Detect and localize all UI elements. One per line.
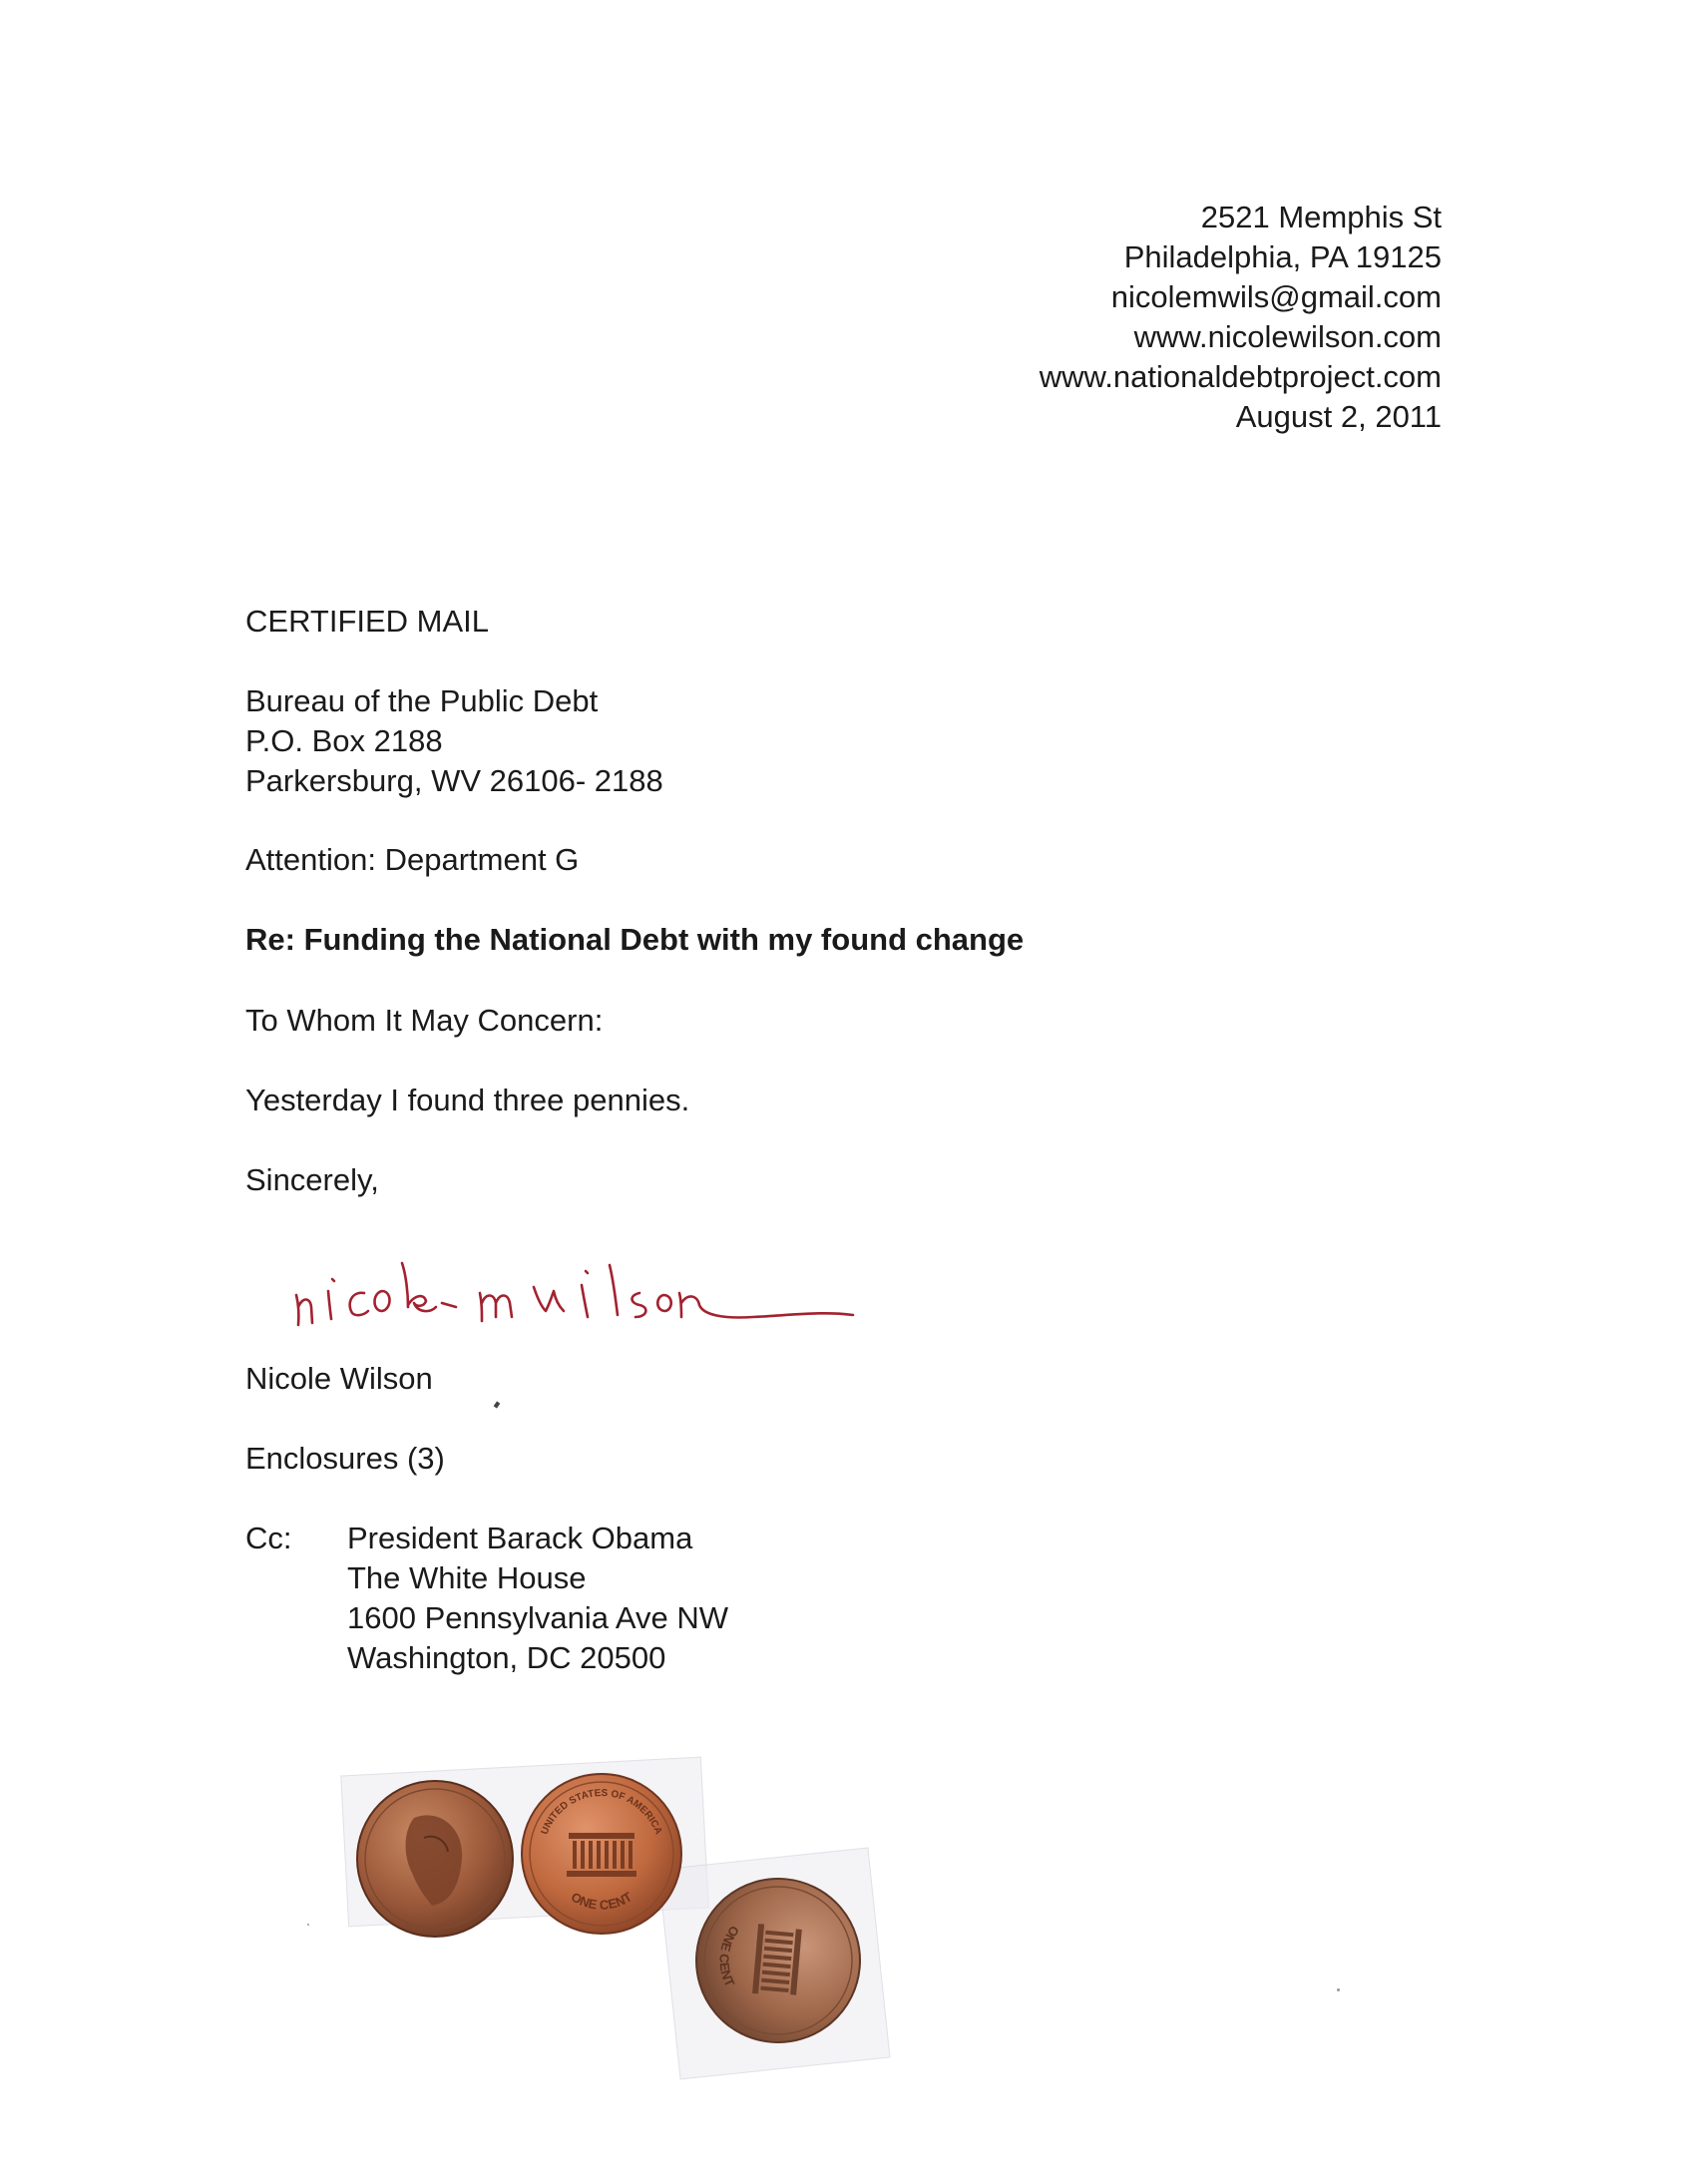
handwritten-signature <box>284 1245 863 1355</box>
salutation: To Whom It May Concern: <box>245 1003 604 1038</box>
sender-website-project: www.nationaldebtproject.com <box>1039 359 1442 394</box>
recipient-address-block <box>245 681 663 801</box>
sender-street: 2521 Memphis St <box>1200 200 1442 234</box>
coin2-bottom-inscription: ONE CENT <box>568 1889 635 1913</box>
signer-name: Nicole Wilson <box>245 1361 433 1396</box>
penny-reverse-memorial <box>519 1771 684 1937</box>
cc-name: President Barack Obama <box>347 1521 693 1555</box>
recipient-city-state-zip: Parkersburg, WV 26106- 2188 <box>245 763 663 798</box>
scan-speck <box>307 1924 309 1926</box>
cc-city-state-zip: Washington, DC 20500 <box>347 1640 666 1675</box>
letter-date: August 2, 2011 <box>1235 399 1442 434</box>
recipient-name: Bureau of the Public Debt <box>245 683 599 718</box>
enclosures-line: Enclosures (3) <box>245 1441 445 1476</box>
stray-mark <box>494 1401 501 1408</box>
coin3-inscription: ONE CENT <box>716 1923 743 1989</box>
body-paragraph: Yesterday I found three pennies. <box>245 1083 690 1117</box>
sender-city-state-zip: Philadelphia, PA 19125 <box>1123 239 1442 274</box>
cc-label: Cc: <box>245 1521 292 1555</box>
cc-office: The White House <box>347 1560 587 1595</box>
sender-website-personal: www.nicolewilson.com <box>1133 319 1442 354</box>
certified-mail-line: CERTIFIED MAIL <box>245 604 490 639</box>
coin2-top-inscription: UNITED STATES OF AMERICA <box>539 1787 664 1837</box>
penny-reverse-rotated <box>686 1869 870 2052</box>
recipient-po-box: P.O. Box 2188 <box>245 723 443 758</box>
closing: Sincerely, <box>245 1162 379 1197</box>
attention-line: Attention: Department G <box>245 842 580 877</box>
cc-street: 1600 Pennsylvania Ave NW <box>347 1600 728 1635</box>
subject-line: Re: Funding the National Debt with my found change <box>245 922 1025 957</box>
sender-email: nicolemwils@gmail.com <box>1110 279 1442 314</box>
penny-obverse <box>354 1778 516 1940</box>
scan-speck <box>1337 1988 1340 1991</box>
sender-address-block <box>1040 198 1442 437</box>
cc-address-block <box>347 1519 728 1678</box>
